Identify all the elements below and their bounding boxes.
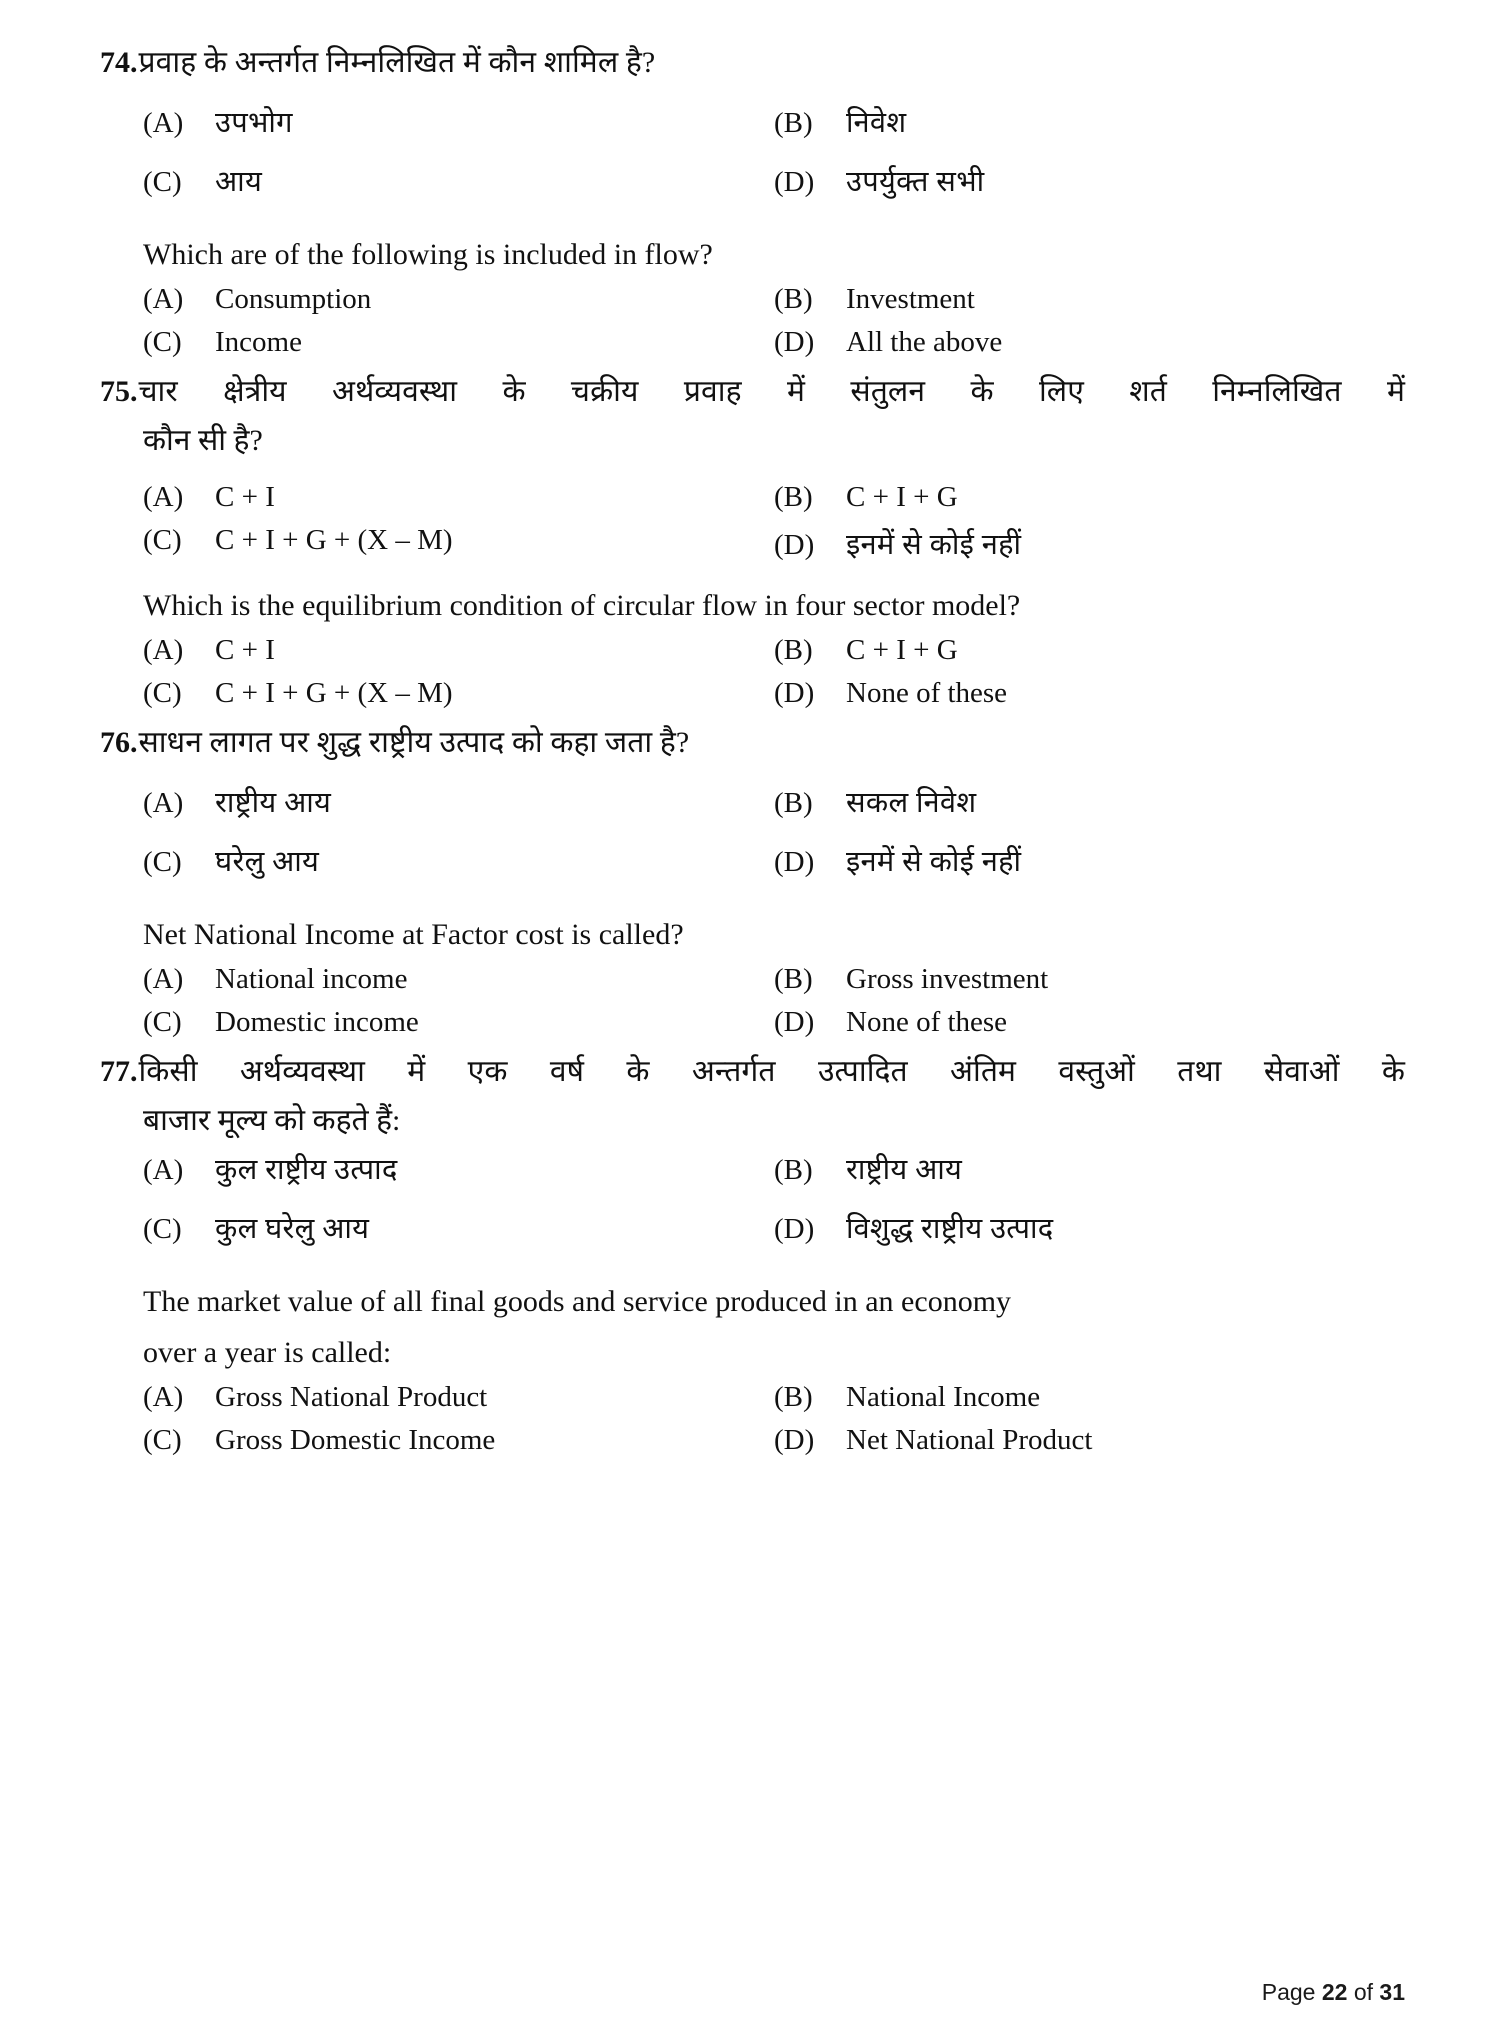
option-a-label: (A)	[143, 1154, 184, 1187]
option-d-label: (D)	[774, 325, 815, 358]
spacer	[143, 1198, 1405, 1208]
option-b-label: (B)	[774, 1381, 813, 1414]
spacer	[143, 831, 1405, 841]
question-77-options-english	[143, 1381, 1405, 1457]
option-b-text: निवेश	[846, 106, 907, 139]
question-77-text-english-line2: over a year is called:	[143, 1336, 392, 1370]
option-a[interactable]	[143, 102, 774, 141]
question-block-77	[100, 1049, 1405, 1458]
option-a[interactable]	[143, 634, 774, 667]
question-76-text-english: Net National Income at Factor cost is called?	[143, 917, 684, 951]
option-d-label: (D)	[774, 1005, 815, 1038]
option-a-label: (A)	[143, 106, 184, 139]
option-d-label: (D)	[774, 845, 815, 878]
option-c[interactable]	[143, 1424, 774, 1457]
option-c-text: C + I + G + (X – M)	[215, 524, 453, 557]
question-75-text-hindi: चार क्षेत्रीय अर्थव्यवस्था के चक्रीय प्रवाह में संतुलन के लिए शर्त निम्नलिखित में	[138, 374, 1405, 408]
spacer	[100, 90, 1405, 100]
option-c-label: (C)	[143, 1213, 182, 1246]
option-row	[143, 782, 1405, 821]
question-74-heading	[100, 40, 1405, 86]
option-b[interactable]	[774, 963, 1405, 996]
option-b[interactable]	[774, 1149, 1405, 1188]
spacer	[100, 1257, 1405, 1279]
option-row	[143, 481, 1405, 514]
option-c[interactable]	[143, 677, 774, 710]
option-b-label: (B)	[774, 481, 813, 514]
question-77-number: 77.	[100, 1054, 138, 1088]
option-b[interactable]	[774, 1381, 1405, 1414]
option-c-text: Domestic income	[215, 1005, 419, 1038]
option-b-text: सकल निवेश	[846, 786, 977, 819]
option-d-text: इनमें से कोई नहीं	[846, 845, 1022, 878]
option-a[interactable]	[143, 782, 774, 821]
option-b-text: राष्ट्रीय आय	[846, 1154, 963, 1187]
question-block-75	[100, 369, 1405, 711]
option-a-label: (A)	[143, 786, 184, 819]
option-row	[143, 841, 1405, 880]
option-d-label: (D)	[774, 1424, 815, 1457]
option-a-text: उपभोग	[215, 106, 293, 139]
option-b-text: Investment	[846, 282, 975, 315]
spacer	[100, 469, 1405, 479]
option-b-label: (B)	[774, 282, 813, 315]
option-d-text: All the above	[846, 325, 1003, 358]
question-75-heading	[100, 369, 1405, 415]
option-b[interactable]	[774, 283, 1405, 316]
option-b-label: (B)	[774, 634, 813, 667]
option-row	[143, 634, 1405, 667]
option-b[interactable]	[774, 102, 1405, 141]
option-d-label: (D)	[774, 165, 815, 198]
option-c[interactable]	[143, 326, 774, 359]
question-77-heading	[100, 1049, 1405, 1095]
page-footer	[1262, 1979, 1405, 2006]
question-76-text-hindi: साधन लागत पर शुद्ध राष्ट्रीय उत्पाद को कहा जता है?	[138, 726, 690, 760]
option-c-text: घरेलु आय	[215, 845, 320, 878]
option-c-label: (C)	[143, 1424, 182, 1457]
option-b[interactable]	[774, 634, 1405, 667]
option-d-label: (D)	[774, 677, 815, 710]
option-d-text: None of these	[846, 677, 1008, 710]
option-a[interactable]	[143, 1381, 774, 1414]
question-77-text-english: The market value of all final goods and service produced in an economy	[143, 1285, 1012, 1319]
option-d[interactable]	[774, 1208, 1405, 1247]
question-74-text-english: Which are of the following is included in flow?	[143, 237, 713, 271]
option-a-label: (A)	[143, 1381, 184, 1414]
option-a-text: C + I	[215, 481, 275, 514]
question-block-74	[100, 40, 1405, 359]
option-d-label: (D)	[774, 529, 815, 562]
option-d-text: None of these	[846, 1005, 1008, 1038]
option-c-text: Gross Domestic Income	[215, 1424, 496, 1457]
question-74-options-english	[143, 283, 1405, 359]
option-row	[143, 283, 1405, 316]
option-row	[143, 1149, 1405, 1188]
option-b[interactable]	[774, 782, 1405, 821]
option-row	[143, 1208, 1405, 1247]
option-row	[143, 524, 1405, 563]
page-footer-total: 31	[1379, 1979, 1405, 2005]
option-d[interactable]	[774, 1006, 1405, 1039]
spacer	[100, 890, 1405, 912]
option-a-label: (A)	[143, 962, 184, 995]
question-74-options-hindi	[143, 102, 1405, 200]
option-c-text: कुल घरेलु आय	[215, 1213, 370, 1246]
option-a-text: Gross National Product	[215, 1381, 488, 1414]
option-c-text: आय	[215, 165, 263, 198]
option-a-text: C + I	[215, 634, 275, 667]
option-row	[143, 677, 1405, 710]
option-a-label: (A)	[143, 282, 184, 315]
option-row	[143, 1424, 1405, 1457]
question-75-options-hindi	[143, 481, 1405, 563]
option-c[interactable]	[143, 1208, 774, 1247]
question-76-options-hindi	[143, 782, 1405, 880]
question-77-text-hindi-line2: बाजार मूल्य को कहते हैं:	[143, 1104, 401, 1138]
option-c[interactable]	[143, 1006, 774, 1039]
question-76-options-english	[143, 963, 1405, 1039]
option-c-label: (C)	[143, 325, 182, 358]
option-a-text: National income	[215, 962, 408, 995]
spacer	[100, 573, 1405, 583]
question-74-number: 74.	[100, 46, 138, 79]
option-a[interactable]	[143, 481, 774, 514]
question-74-text-hindi: प्रवाह के अन्तर्गत निम्नलिखित में कौन शामिल है?	[138, 46, 656, 79]
question-77-text-hindi: किसी अर्थव्यवस्था में एक वर्ष के अन्तर्गत उत्पादित अंतिम वस्तुओं तथा सेवाओं के	[138, 1054, 1405, 1088]
spacer	[100, 770, 1405, 780]
option-row	[143, 161, 1405, 200]
option-c-label: (C)	[143, 165, 182, 198]
page-footer-prefix: Page	[1261, 1979, 1322, 2005]
option-b-text: C + I + G	[846, 481, 958, 514]
option-c-label: (C)	[143, 677, 182, 710]
option-c-label: (C)	[143, 524, 182, 557]
option-a-text: कुल राष्ट्रीय उत्पाद	[215, 1154, 398, 1187]
option-b-label: (B)	[774, 1154, 813, 1187]
question-75-options-english	[143, 634, 1405, 710]
question-block-76	[100, 720, 1405, 1039]
option-d[interactable]	[774, 677, 1405, 710]
option-c-label: (C)	[143, 845, 182, 878]
option-row	[143, 963, 1405, 996]
option-a-label: (A)	[143, 481, 184, 514]
option-d[interactable]	[774, 841, 1405, 880]
option-c[interactable]	[143, 524, 774, 563]
option-row	[143, 102, 1405, 141]
option-c-text: Income	[215, 325, 302, 358]
option-d[interactable]	[774, 524, 1405, 563]
option-b-label: (B)	[774, 786, 813, 819]
option-a[interactable]	[143, 963, 774, 996]
option-d-text: इनमें से कोई नहीं	[846, 529, 1022, 562]
page-footer-middle: of	[1347, 1979, 1380, 2005]
option-c-label: (C)	[143, 1005, 182, 1038]
option-d-text: Net National Product	[846, 1424, 1093, 1457]
option-row	[143, 326, 1405, 359]
option-b-text: C + I + G	[846, 634, 958, 667]
option-d-text: विशुद्ध राष्ट्रीय उत्पाद	[846, 1213, 1054, 1246]
option-d[interactable]	[774, 326, 1405, 359]
option-c-text: C + I + G + (X – M)	[215, 677, 453, 710]
option-d[interactable]	[774, 161, 1405, 200]
option-a[interactable]	[143, 1149, 774, 1188]
option-a-text: Consumption	[215, 282, 372, 315]
option-a-text: राष्ट्रीय आय	[215, 786, 332, 819]
option-a-label: (A)	[143, 634, 184, 667]
option-b-label: (B)	[774, 962, 813, 995]
option-c[interactable]	[143, 841, 774, 880]
question-75-number: 75.	[100, 374, 138, 408]
option-b[interactable]	[774, 481, 1405, 514]
question-77-options-hindi	[143, 1149, 1405, 1247]
question-76-number: 76.	[100, 726, 138, 760]
option-row	[143, 1006, 1405, 1039]
question-75-text-english: Which is the equilibrium condition of circular flow in four sector model?	[143, 589, 1021, 623]
question-76-heading	[100, 720, 1405, 766]
option-d-text: उपर्युक्त सभी	[846, 165, 985, 198]
option-d-label: (D)	[774, 1213, 815, 1246]
option-c[interactable]	[143, 161, 774, 200]
spacer	[100, 210, 1405, 232]
page-footer-current: 22	[1321, 1979, 1348, 2005]
option-row	[143, 1381, 1405, 1414]
option-a[interactable]	[143, 283, 774, 316]
option-d[interactable]	[774, 1424, 1405, 1457]
question-75-text-hindi-line2: कौन सी है?	[143, 424, 263, 458]
option-b-text: National Income	[846, 1381, 1041, 1414]
option-b-label: (B)	[774, 106, 813, 139]
option-b-text: Gross investment	[846, 962, 1049, 995]
spacer	[143, 151, 1405, 161]
